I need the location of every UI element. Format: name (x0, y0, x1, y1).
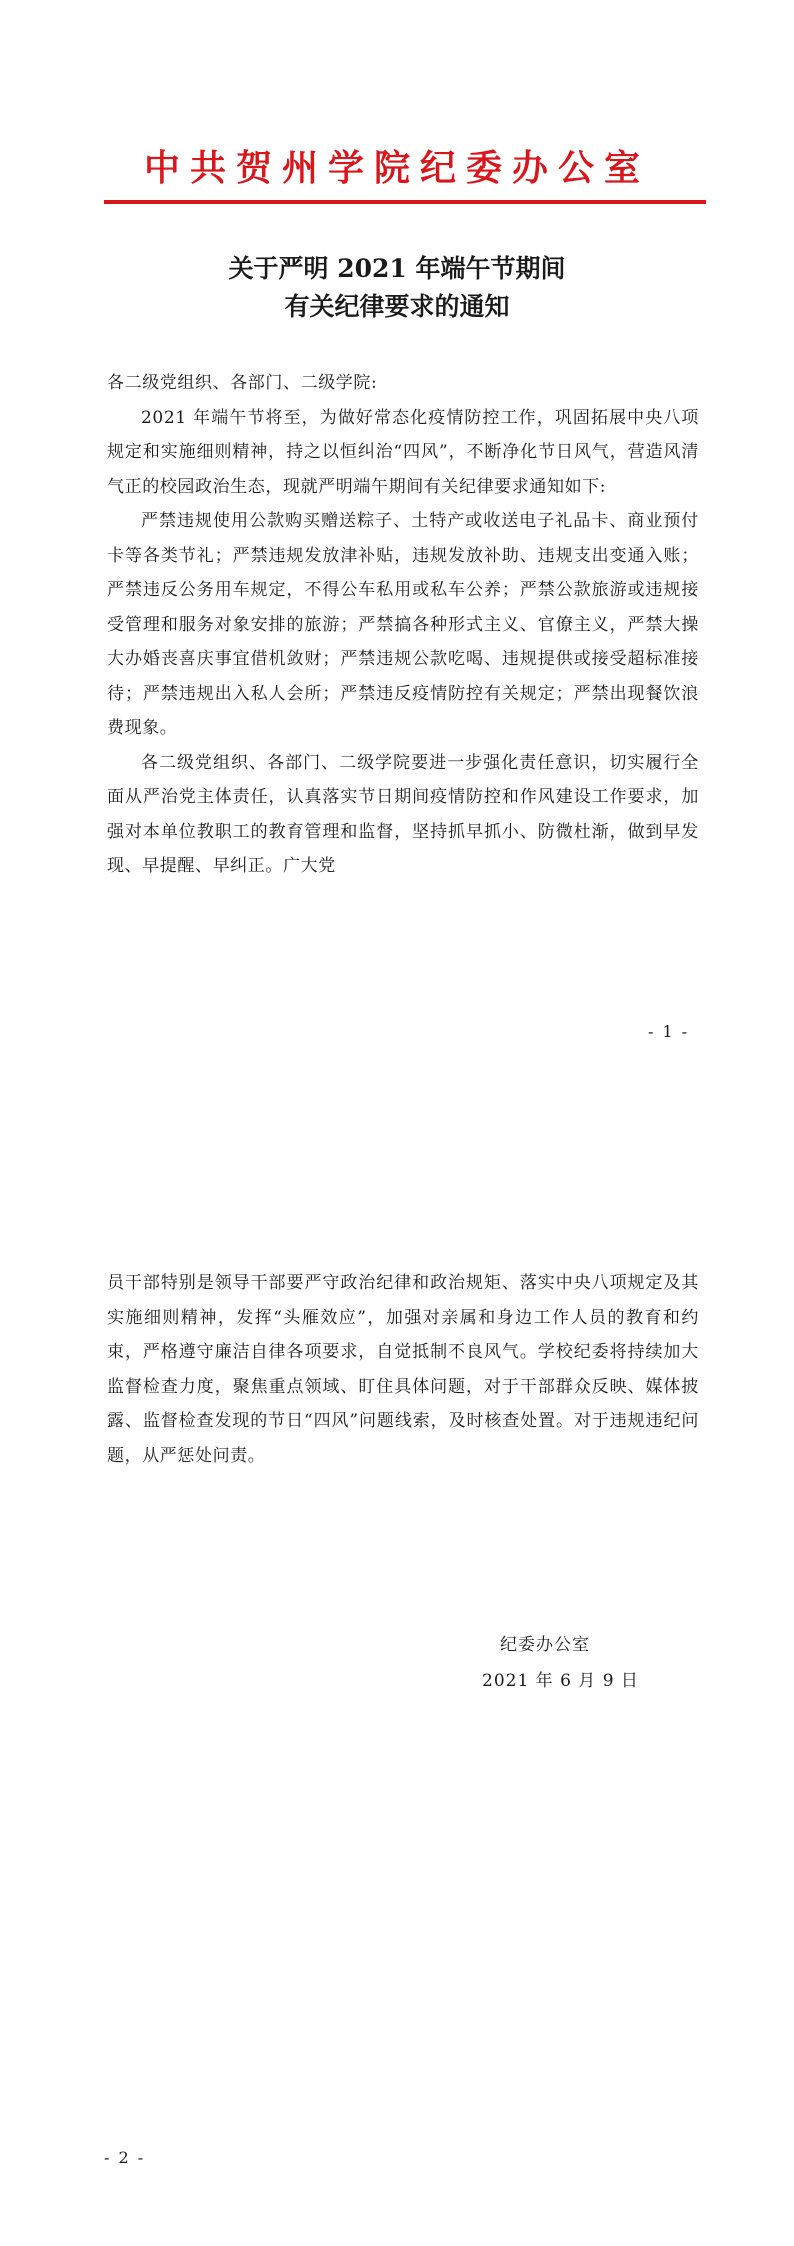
letterhead-red-rule (104, 200, 706, 204)
signature-date: 2021 年 6 月 9 日 (482, 1671, 639, 1691)
document-title (0, 250, 794, 326)
page-number: - 1 - (648, 1022, 690, 1041)
document-title-line-2: 有关纪律要求的通知 (284, 292, 510, 321)
page-number: - 2 - (104, 2148, 146, 2167)
letterhead-title: 中共贺州学院纪委办公室 (143, 147, 650, 189)
body-paragraph: 2021 年端午节将至，为做好常态化疫情防控工作，巩固拓展中央八项规定和实施细则精神，持之以恒纠治“四风”，不断净化节日风气，营造风清气正的校园政治生态，现就严明端午期间有关纪律要求通知如下: (107, 407, 699, 497)
body-paragraph: 严禁违规使用公款购买赠送粽子、土特产或收送电子礼品卡、商业预付卡等各类节礼；严禁违规发放津补贴，违规发放补助、违规支出变通入账；严禁违反公务用车规定，不得公车私用或私车公养；严禁公款旅游或违规接受管理和服务对象安排的旅游；严禁搞各种形式主义、官僚主义，严禁大操大办婚丧喜庆事宜借机敛财；严禁违规公款吃喝、违规提供或接受超标准接待；严禁违规出入私人会所；严禁违反疫情防控有关规定；严禁出现餐饮浪费现象。 (107, 511, 699, 738)
document-body-page-2 (107, 1266, 699, 1473)
document-title-line-1: 关于严明 2021 年端午节期间 (228, 254, 566, 283)
signature-organization: 纪委办公室 (500, 1635, 590, 1655)
document-body-page-1 (107, 366, 699, 884)
body-paragraph: 各二级党组织、各部门、二级学院要进一步强化责任意识，切实履行全面从严治党主体责任，认真落实节日期间疫情防控和作风建设工作要求，加强对本单位教职工的教育管理和监督，坚持抓早抓小、防微杜渐，做到早发现、早提醒、早纠正。广大党 (107, 752, 699, 876)
body-paragraph-continued: 员干部特别是领导干部要严守政治纪律和政治规矩、落实中央八项规定及其实施细则精神，发挥“头雁效应”，加强对亲属和身边工作人员的教育和约束，严格遵守廉洁自律各项要求，自觉抵制不良风气。学校纪委将持续加大监督检查力度，聚焦重点领域、盯住具体问题，对于干部群众反映、媒体披露、监督检查发现的节日“四风”问题线索，及时核查处置。对于违规违纪问题，从严惩处问责。 (107, 1273, 699, 1466)
salutation: 各二级党组织、各部门、二级学院: (107, 373, 378, 393)
